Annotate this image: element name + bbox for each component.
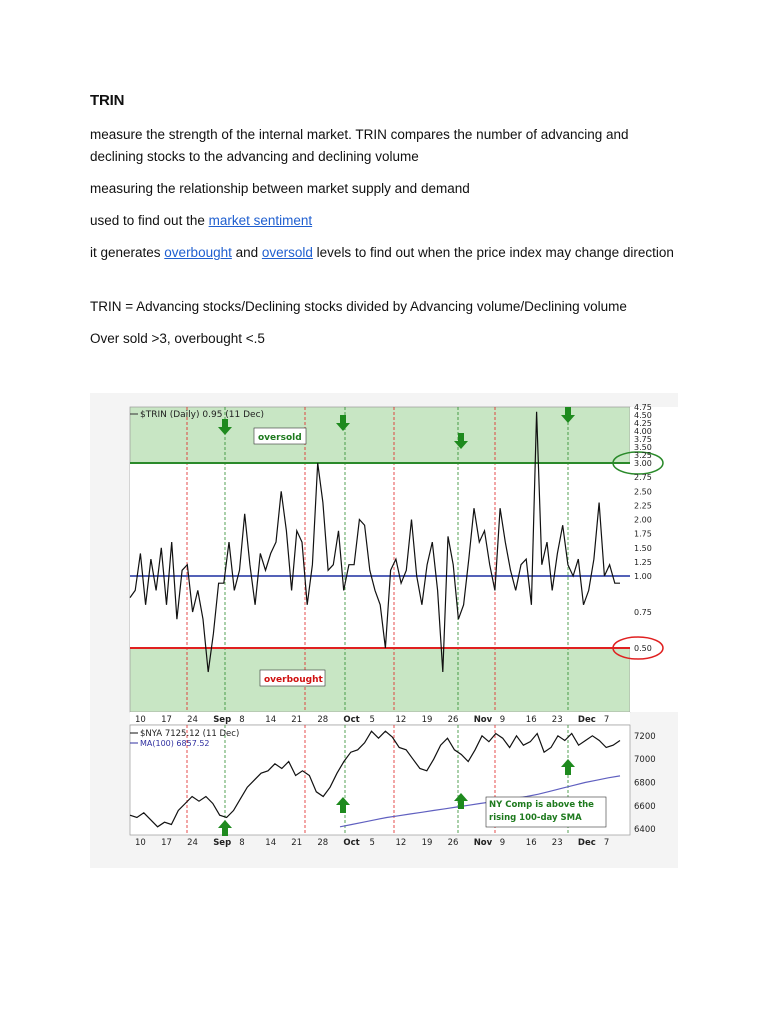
x-tick-label: 19: [421, 838, 433, 848]
trin-y-tick-label: 1.75: [634, 529, 652, 539]
x-tick-label: 5: [369, 838, 375, 848]
x-tick-label: 17: [161, 715, 172, 725]
x-tick-label: 10: [135, 715, 146, 725]
trin-title: $TRIN (Daily) 0.95 (11 Dec): [140, 410, 265, 420]
x-tick-label: 26: [447, 838, 459, 848]
x-ticks-bottom: [135, 838, 609, 848]
paragraph-thresholds: Over sold >3, overbought <.5: [90, 331, 265, 346]
nya-note-line2: rising 100-day SMA: [489, 813, 582, 823]
x-tick-label: 23: [551, 715, 563, 725]
nya-note-line1: NY Comp is above the: [489, 800, 594, 810]
nya-title: $NYA 7125.12 (11 Dec): [140, 729, 240, 739]
x-tick-label: 8: [239, 838, 245, 848]
trin-y-tick-label: 2.75: [634, 473, 652, 483]
x-tick-label: 12: [395, 838, 407, 848]
x-tick-label: 21: [291, 838, 303, 848]
overbought-label: overbought: [264, 675, 323, 685]
x-tick-label: 19: [421, 715, 433, 725]
nya-y-ticks: [634, 732, 656, 835]
trin-y-tick-label: 4.50: [634, 411, 652, 420]
trin-chart-svg: [90, 393, 678, 868]
paragraph-definition: measure the strength of the internal market. TRIN compares the number of advancing and declining stocks to the advancing and declining volume: [90, 127, 629, 164]
trin-y-tick-label: 2.00: [634, 515, 652, 525]
x-tick-label: 23: [551, 838, 563, 848]
trin-y-tick-label: 2.25: [634, 501, 652, 511]
trin-y-tick-label: 4.75: [634, 403, 652, 412]
trin-y-tick-label: 1.50: [634, 543, 652, 553]
trin-y-tick-label: 4.00: [634, 427, 652, 436]
levels-suffix: levels to find out when the price index may change direction: [312, 245, 674, 260]
x-tick-label: 9: [499, 838, 506, 848]
trin-y-tick-label: 3.25: [634, 451, 652, 460]
x-tick-label: 21: [291, 715, 303, 725]
x-tick-label: 24: [187, 715, 198, 725]
sentiment-prefix: used to find out the: [90, 213, 209, 228]
trin-y-tick-label: 4.25: [634, 419, 652, 428]
market-sentiment-link[interactable]: market sentiment: [208, 213, 313, 228]
nya-y-tick-label: 6400: [634, 825, 656, 836]
x-tick-label: 8: [239, 715, 245, 725]
trin-y-tick-label: 0.75: [634, 608, 652, 617]
trin-y-tick-label: 3.50: [634, 443, 652, 452]
x-tick-label: Oct: [343, 838, 360, 848]
ma100-title: MA(100) 6857.52: [140, 739, 210, 748]
x-tick-label: 28: [317, 838, 329, 848]
trin-y-tick-label: 3.75: [634, 435, 652, 444]
x-tick-label: 7: [603, 715, 610, 725]
paragraph-supply-demand: measuring the relationship between market supply and demand: [90, 181, 470, 196]
x-tick-label: 7: [603, 838, 610, 848]
nya-y-tick-label: 7000: [634, 755, 656, 766]
trin-y-tick-label: 0.50: [634, 644, 652, 653]
paragraph-levels: [90, 242, 680, 264]
paragraph-sentiment: [90, 210, 680, 232]
trin-neutral-band: [130, 463, 630, 648]
nya-y-tick-label: 6800: [634, 778, 656, 789]
trin-y-tick-label: 1.00: [634, 572, 652, 581]
trin-chart-figure: [90, 393, 678, 868]
x-tick-label: 17: [161, 838, 172, 848]
x-tick-label: 14: [265, 715, 277, 725]
x-tick-label: 5: [369, 715, 375, 725]
x-tick-label: Sep: [213, 715, 232, 725]
x-tick-label: Nov: [473, 838, 493, 848]
x-tick-label: Nov: [473, 715, 493, 725]
levels-prefix: it generates: [90, 245, 165, 260]
x-tick-label: 12: [395, 715, 407, 725]
x-tick-label: 26: [447, 715, 459, 725]
x-tick-label: Sep: [213, 838, 232, 848]
x-tick-label: Dec: [577, 715, 596, 725]
x-tick-label: 16: [525, 838, 537, 848]
overbought-link[interactable]: overbought: [164, 245, 232, 260]
x-tick-label: 10: [135, 838, 146, 848]
x-tick-label: 28: [317, 715, 329, 725]
nya-y-tick-label: 6600: [634, 801, 656, 812]
trin-y-tick-label: 2.50: [634, 487, 652, 497]
x-tick-label: Dec: [577, 838, 596, 848]
x-tick-label: Oct: [343, 715, 360, 725]
paragraph-formula: TRIN = Advancing stocks/Declining stocks divided by Advancing volume/Declining volume: [90, 299, 627, 314]
x-tick-label: 9: [499, 715, 506, 725]
levels-mid: and: [231, 245, 262, 260]
document-title: TRIN: [90, 92, 125, 109]
oversold-label: oversold: [258, 433, 302, 443]
x-tick-label: 14: [265, 838, 277, 848]
trin-y-tick-label: 1.25: [634, 557, 652, 567]
x-tick-label: 16: [525, 715, 537, 725]
trin-y-tick-label: 3.00: [634, 459, 652, 468]
oversold-link[interactable]: oversold: [261, 245, 313, 260]
nya-y-tick-label: 7200: [634, 731, 656, 742]
x-tick-label: 24: [187, 838, 198, 848]
